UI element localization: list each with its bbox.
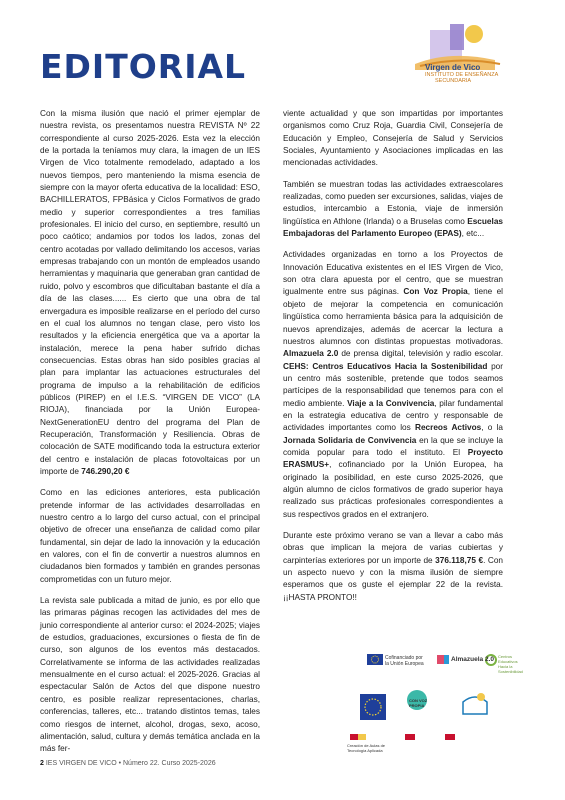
page-title: EDITORIAL bbox=[40, 47, 247, 86]
cehs-label: Centros Educativos Hacia la Sostenibilidad bbox=[498, 654, 523, 674]
logo-line1: INSTITUTO DE ENSEÑANZA bbox=[425, 72, 499, 78]
right-paragraph-2: También se muestran todas las actividades extraescolares realizadas, como pueden ser excursiones, salidas, viajes de estudios, intercambio a Estonia, viaje de inmersión lingüística en Athlone (Irlanda) o a Bruselas como Escuelas Embajadoras del Parlamento Europeo (EPAS), etc... bbox=[283, 179, 503, 239]
page-footer bbox=[40, 760, 216, 767]
footer-text: IES VIRGEN DE VICO • Número 22. Curso 2025-2026 bbox=[45, 760, 216, 767]
logo-name: Virgen de Vico bbox=[425, 63, 481, 72]
aulas-label: Creación de Aulas de Tecnología Aplicada bbox=[347, 743, 386, 753]
left-paragraph-2: Como en las ediciones anteriores, esta publicación pretende informar de las actividades desarrolladas en nuestro centro a lo largo del curso actual, con el principal objetivo de ofrecer una enseñanza de calidad como pilar fundamental, sin dejar de lado la innovación y la educación en valores, con el fin de convertir a nuestros alumnos en ciudadanos bien formados y también en grandes personas comprometidas con un futuro mejor. bbox=[40, 488, 260, 584]
right-paragraph-1: viente actualidad y que son impartidas por importantes organismos como Cruz Roja, Guardia Civil, Consejería de Educación y Empleo, Consejería de Salud y Servicios Sociales, Ayuntamiento y Asociaciones implicadas en las mencionadas actividades. bbox=[283, 109, 503, 168]
right-paragraph-3: Actividades organizadas en torno a los Proyectos de Innovación Educativa existentes en el IES Virgen de Vico, son otra clara apuesta por el centro, que se muestran igualmente entre sus páginas. Con Voz Propia, tiene el objeto de mejorar la competencia en comunicación lingüística como herramienta básica para la adquisición de nuevos aprendizajes, además de acercar la lectura a nuestros alumnos con distintas propuestas motivadoras. Almazuela 2.0 de prensa digital, televisión y radio escolar. CEHS: Centros Educativos Hacia la Sostenibilidad por un centro más sostenible, pretende que todos seamos partícipes de la responsabilidad que tenemos para con el medio ambiente. Viaje a la Convivencia, pilar fundamental en la estrategia educativa de centro y responsable de actividades importantes como los Recreos Activos, o la Jornada Solidaria de Convivencia en la que se incluye la comida popular para todo el instituto. El Proyecto ERASMUS+, cofinanciado por la Unión Europea, ha originado la posibilidad, en este curso 2025-2026, que algún alumno de ciclos formativos de grado superior haya realizado sus prácticas profesionales correspondientes a sus respectivos grados en el extranjero. bbox=[283, 250, 504, 519]
left-column bbox=[40, 108, 260, 765]
right-paragraph-4: Durante este próximo verano se van a llevar a cabo más obras que implican la mejora de varias cubiertas y carpinterías exteriores por un importe de 376.118,75 €. Con un aspecto nuevo y con la misma ilusión de siempre esperamos que os guste el ejemplar 22 de la revista. ¡¡HASTA PRONTO!! bbox=[283, 531, 504, 602]
left-paragraph-1: Con la misma ilusión que nació el primer ejemplar de nuestra revista, os presentamos nuestra REVISTA Nº 22 correspondiente al curso 2025-2026. Esta vez la elección de la portada la teníamos muy clara, la imagen de un IES Virgen de Vico totalmente remodelado, adaptado a los nuevos tiempos, pero manteniendo la misma esencia de siempre con la mayor oferta educativa de la localidad: ESO, BACHILLERATOS, FPBásica y Ciclos Formativos de grado medio y superior correspondientes a tres familias profesionales. El inicio del curso, en septiembre, resultó un poco caótico; andamios por todos los lados, zonas del centro acotadas por vallado delimitando los accesos, varias empresas trabajando con un montón de empleados usando herramientas y maquinaria que generaban gran cantidad de ruido, polvo y escombros que dificultaban bastante el día a día de las clases...... Es cierto que una obra de tal envergadura es imposible realizarse en el período del curso en el cual los alumnos no tengan clase, pero visto los resultados y la eficiencia energética que va a aportar la instalación, merece la pena haber sufrido dichas consecuencias. Estas obras han sido posibles gracias al plan para implantar las actuaciones estructurales del programa de impulso a la rehabilitación de edificios públicos (PIREP) en el I.E.S. “VIRGEN DE VICO” (LA RIOJA), financiada por la Unión Europea-NextGenerationEU dentro del programa del Plan de Recuperación, Transformación y Resiliencia. Obras de colocación de SATE modificando toda la estructura exterior del centro e instalación de placas fotovoltaicas por un importe de 746.290,20 € bbox=[40, 109, 260, 476]
eu-label: Cofinanciado por la Unión Europea bbox=[385, 655, 424, 667]
conv-label: CON VOZ PROPIA bbox=[409, 698, 428, 708]
almazuela-label: Almazuela 2.0 bbox=[451, 656, 494, 663]
left-paragraph-3: La revista sale publicada a mitad de junio, es por ello que las primaras páginas recogen las actividades del mes de junio correspondiente al anterior curso: el 2024-2025; viajes de estudios, graduaciones, excursiones o fiesta de fin de curso, son algunos de los eventos más destacados. Correlativamente se informa de las actividades realizadas mensualmente en el curso actual: el 2025-2026. Gracias al espectacular Salón de Actos del que dispone nuestro centro, es posible realizar representaciones, charlas, conferencias, talleres, etc... tratando distintos temas, tales como riesgos de internet, alcohol, drogas, sexo, acoso, alimentación, salud, cultura y demás temática anclada en la más fer- bbox=[40, 596, 260, 754]
logo-line2: SECUNDARIA bbox=[435, 78, 472, 84]
sponsor-logos bbox=[345, 652, 525, 752]
page-number: 2 bbox=[40, 760, 44, 767]
right-column bbox=[283, 108, 503, 613]
